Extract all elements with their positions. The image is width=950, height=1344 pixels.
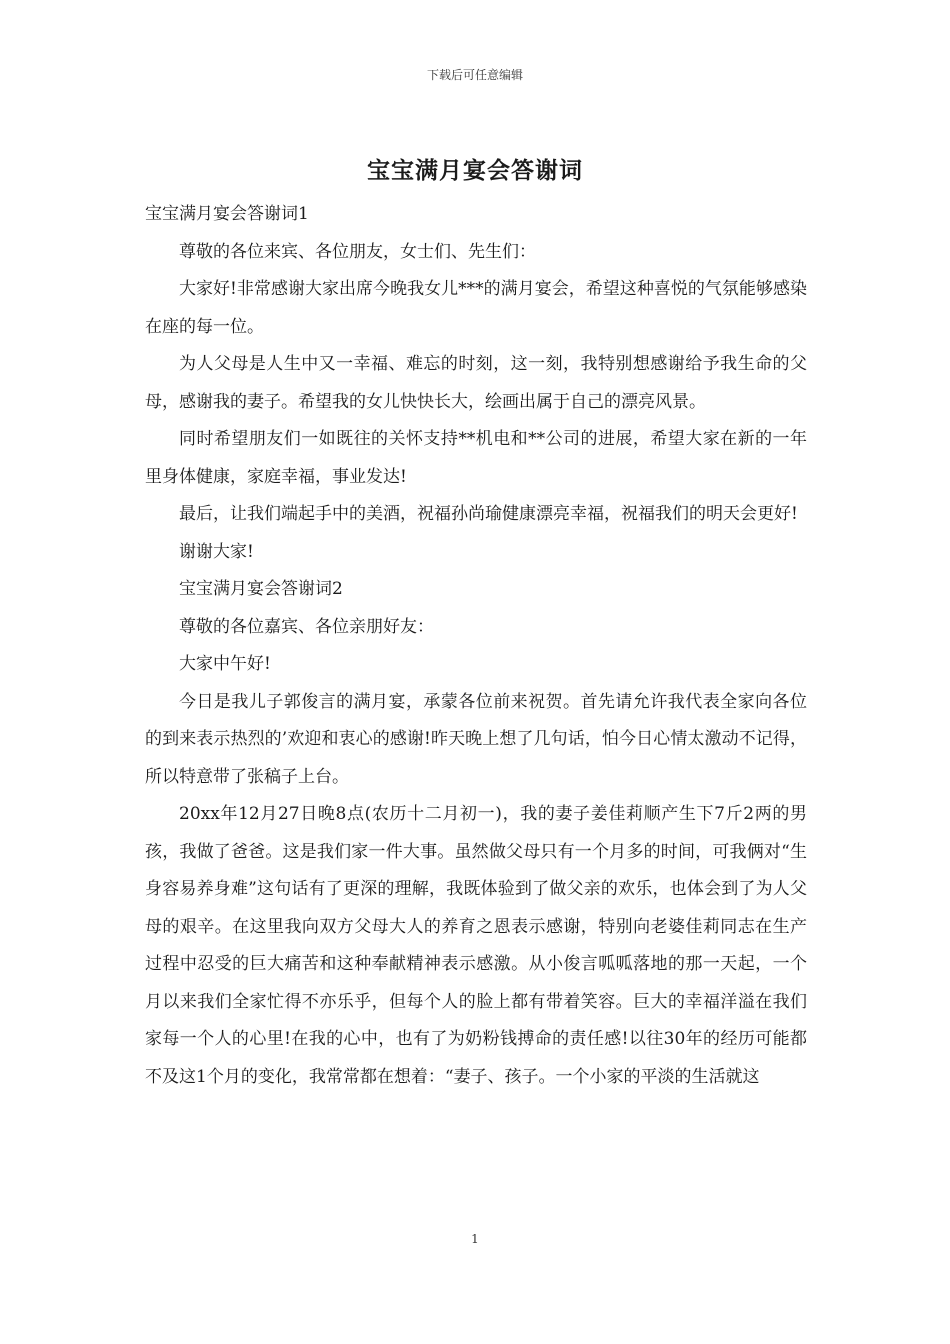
paragraph: 最后，让我们端起手中的美酒，祝福孙尚瑜健康漂亮幸福，祝福我们的明天会更好! [179, 504, 798, 524]
document-title: 宝宝满月宴会答谢词 [367, 157, 583, 184]
paragraph: 宝宝满月宴会答谢词1 [145, 204, 309, 224]
paragraph: 尊敬的各位嘉宾、各位亲朋好友： [179, 616, 434, 637]
paragraph: 尊敬的各位来宾、各位朋友，女士们、先生们： [179, 241, 536, 262]
document-body [145, 196, 807, 1096]
paragraph: 同时希望朋友们一如既往的关怀支持**机电和**公司的进展，希望大家在新的一年里身体健康，家庭幸福，事业发达! [145, 429, 807, 487]
page-number: 1 [471, 1232, 479, 1246]
paragraph: 谢谢大家! [179, 541, 254, 562]
paragraph: 为人父母是人生中又一幸福、难忘的时刻，这一刻，我特别想感谢给予我生命的父母，感谢我的妻子。希望我的女儿快快长大，绘画出属于自己的漂亮风景。 [145, 354, 807, 412]
paragraph: 大家中午好! [179, 654, 271, 674]
paragraph: 今日是我儿子郭俊言的满月宴，承蒙各位前来祝贺。首先请允许我代表全家向各位的到来表示热烈的’欢迎和衷心的感谢!昨天晚上想了几句话，怕今日心情太激动不记得，所以特意带了张稿子上台。 [145, 691, 807, 787]
paragraph: 大家好!非常感谢大家出席今晚我女儿***的满月宴会，希望这种喜悦的气氛能够感染在座的每一位。 [145, 279, 807, 337]
paragraph: 20xx年12月27日晚8点(农历十二月初一)，我的妻子姜佳莉顺产生下7斤2两的男孩，我做了爸爸。这是我们家一件大事。虽然做父母只有一个月多的时间，可我俩对“生身容易养身难”这句话有了更深的理解，我既体验到了做父亲的欢乐，也体会到了为人父母的艰辛。在这里我向双方父母大人的养育之恩表示感谢，特别向老婆佳莉同志在生产过程中忍受的巨大痛苦和这种奉献精神表示感激。从小俊言呱呱落地的那一天起，一个月以来我们全家忙得不亦乐乎，但每个人的脸上都有带着笑容。巨大的幸福洋溢在我们家每一个人的心里!在我的心中，也有了为奶粉钱搏命的责任感!以往30年的经历可能都不及这1个月的变化，我常常都在想着：“妻子、孩子。一个小家的平淡的生活就这 [145, 804, 807, 1087]
header-note: 下载后可任意编辑 [426, 68, 523, 82]
paragraph: 宝宝满月宴会答谢词2 [179, 579, 343, 599]
